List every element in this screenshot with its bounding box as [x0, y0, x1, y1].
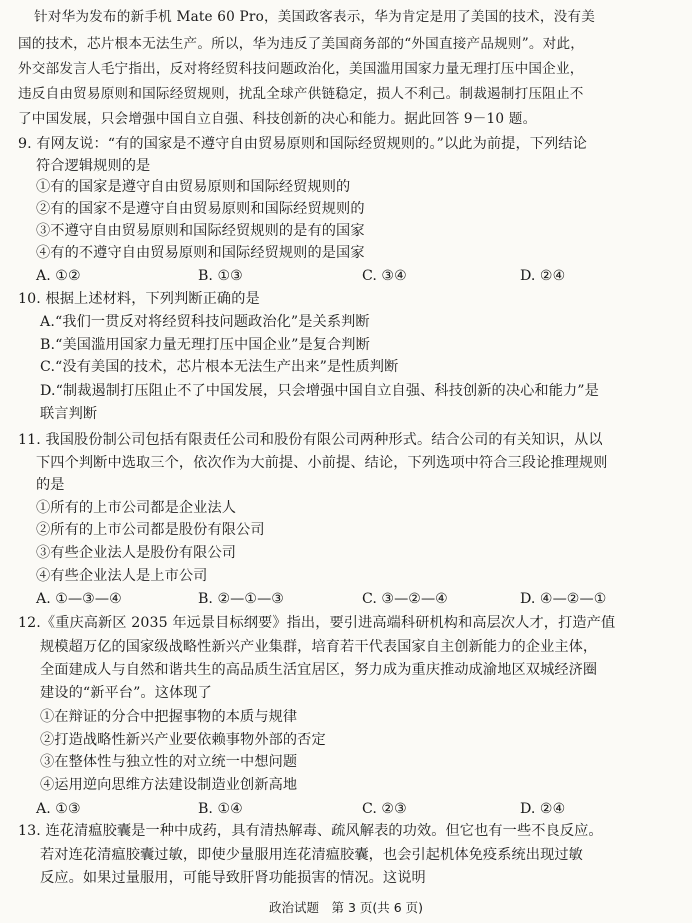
option-item: A.“我们一贯反对将经贸科技问题政治化”是关系判断	[40, 314, 370, 330]
question-stem: 若对连花清瘟胶囊过敏，即使少量服用连花清瘟胶囊，也会引起机体免疫系统出现过敏	[40, 847, 583, 863]
statement-item: ④有些企业法人是上市公司	[36, 568, 208, 584]
answer-choices	[36, 590, 676, 608]
choice-c: C. ③—②—④	[362, 591, 448, 607]
question-stem: 规模超万亿的国家级战略性新兴产业集群，培育若干代表国家自主创新能力的企业主体，	[40, 639, 598, 655]
question-stem: 11. 我国股份制公司包括有限责任公司和股份有限公司两种形式。结合公司的有关知识，从以	[18, 432, 603, 448]
option-item: B.“美国滥用国家力量无理打压中国企业”是复合判断	[40, 337, 370, 353]
choice-c: C. ③④	[362, 268, 407, 284]
question-stem: 12.《重庆高新区 2035 年远景目标纲要》指出，要引进高端科研机构和高层次人才，打造产值	[18, 615, 616, 631]
choice-b: B. ①③	[198, 268, 243, 284]
choice-c: C. ②③	[362, 801, 407, 817]
intro-line: 违反自由贸易原则和国际经贸规则，扰乱全球产供链稳定，损人不利己。制裁遏制打压阻止不	[18, 86, 584, 102]
question-stem: 10. 根据上述材料，下列判断正确的是	[18, 291, 260, 307]
intro-line: 外交部发言人毛宁指出，反对将经贸科技问题政治化，美国滥用国家力量无理打压中国企业，	[18, 61, 584, 77]
choice-d: D. ②④	[520, 268, 566, 284]
question-stem: 的是	[36, 477, 65, 493]
statement-item: ③在整体性与独立性的对立统一中想问题	[40, 754, 298, 770]
question-stem: 全面建成人与自然和谐共生的高品质生活宜居区，努力成为重庆推动成渝地区双城经济圈	[40, 662, 598, 678]
statement-item: ②有的国家不是遵守自由贸易原则和国际经贸规则的	[36, 201, 365, 217]
choice-b: B. ①④	[198, 801, 243, 817]
question-stem: 9. 有网友说：“有的国家是不遵守自由贸易原则和国际经贸规则的。”以此为前提，下列结论	[18, 136, 587, 152]
statement-item: ③不遵守自由贸易原则和国际经贸规则的是有的国家	[36, 223, 365, 239]
question-stem: 建设的“新平台”。这体现了	[40, 685, 212, 701]
choice-d: D. ②④	[520, 801, 566, 817]
option-item: D.“制裁遏制打压阻止不了中国发展，只会增强中国自立自强、科技创新的决心和能力”是	[40, 383, 599, 399]
choice-d: D. ④—②—①	[520, 591, 607, 607]
choice-a: A. ①③	[36, 801, 81, 817]
choice-a: A. ①②	[36, 268, 81, 284]
intro-line: 针对华为发布的新手机 Mate 60 Pro，美国政客表示，华为肯定是用了美国的技术，没有美	[34, 9, 596, 25]
answer-choices	[36, 800, 676, 818]
statement-item: ①有的国家是遵守自由贸易原则和国际经贸规则的	[36, 179, 351, 195]
question-stem: 反应。如果过量服用，可能导致肝肾功能损害的情况。这说明	[40, 870, 426, 886]
option-item: C.“没有美国的技术，芯片根本无法生产出来”是性质判断	[40, 359, 399, 375]
choice-b: B. ②—①—③	[198, 591, 284, 607]
statement-item: ③有些企业法人是股份有限公司	[36, 545, 237, 561]
statement-item: ①所有的上市公司都是企业法人	[36, 500, 237, 516]
question-stem: 13. 连花清瘟胶囊是一种中成药，具有清热解毒、疏风解表的功效。但它也有一些不良反应。	[18, 823, 603, 839]
statement-item: ④运用逆向思维方法建设制造业创新高地	[40, 777, 298, 793]
question-stem: 下四个判断中选取三个，依次作为大前提、小前提、结论，下列选项中符合三段论推理规则	[36, 455, 608, 471]
page-footer: 政治试题 第 3 页(共 6 页)	[268, 900, 424, 915]
intro-line: 国的技术，芯片根本无法生产。所以，华为违反了美国商务部的“外国直接产品规则”。对此，	[18, 36, 585, 52]
statement-item: ①在辩证的分合中把握事物的本质与规律	[40, 709, 298, 725]
option-item: 联言判断	[40, 406, 98, 422]
statement-item: ④有的不遵守自由贸易原则和国际经贸规则的是国家	[36, 245, 365, 261]
statement-item: ②打造战略性新兴产业要依赖事物外部的否定	[40, 732, 326, 748]
choice-a: A. ①—③—④	[36, 591, 122, 607]
statement-item: ②所有的上市公司都是股份有限公司	[36, 522, 265, 538]
question-stem: 符合逻辑规则的是	[36, 158, 151, 174]
intro-line: 了中国发展，只会增强中国自立自强、科技创新的决心和能力。据此回答 9－10 题。	[18, 111, 537, 127]
answer-choices	[36, 267, 676, 285]
